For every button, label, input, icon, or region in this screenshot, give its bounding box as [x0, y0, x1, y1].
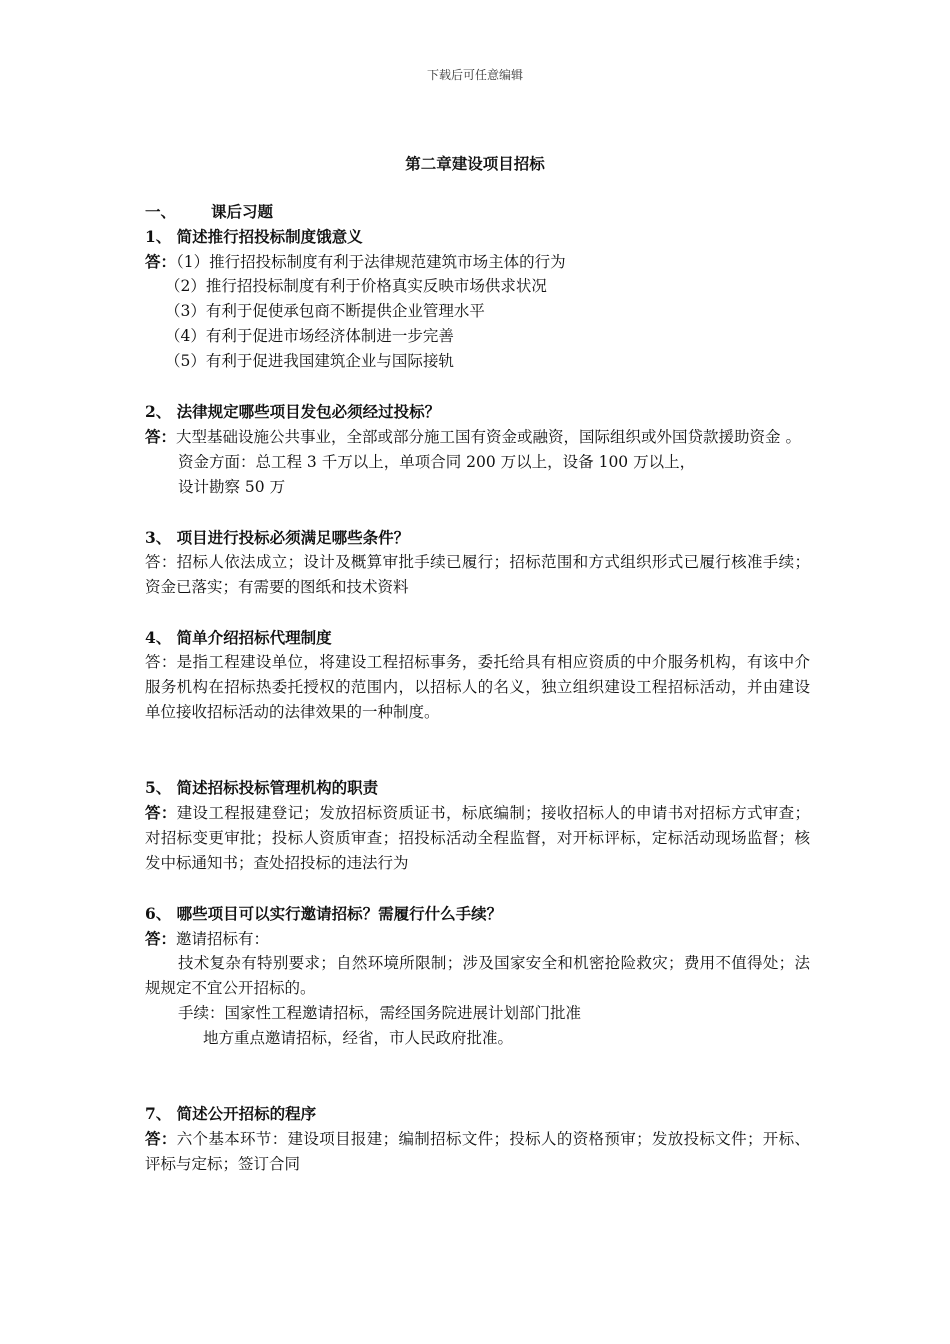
answer-1-item-4: （4）有利于促进市场经济体制进一步完善	[165, 327, 454, 345]
answer-6-procedure-2: 地方重点邀请招标，经省，市人民政府批准。	[203, 1029, 514, 1047]
question-5: 5、 简述招标投标管理机构的职责	[145, 778, 379, 797]
answer-2-detail-1: 资金方面：总工程 3 千万以上，单项合同 200 万以上，设备 100 万以上，	[178, 453, 696, 471]
answer-label: 答：	[145, 252, 177, 271]
document-body	[145, 199, 810, 1177]
answer-1-item-3: （3）有利于促使承包商不断提供企业管理水平	[165, 302, 485, 320]
answer-7	[145, 1126, 810, 1177]
answer-label: 答：	[145, 1129, 177, 1148]
header-note: 下载后可任意编辑	[426, 68, 523, 82]
section-label: 课后习题	[211, 202, 274, 221]
question-4: 4、 简单介绍招标代理制度	[145, 628, 332, 647]
question-7: 7、 简述公开招标的程序	[145, 1104, 317, 1123]
answer-1-item-2: （2）推行招投标制度有利于价格真实反映市场供求状况	[165, 277, 547, 295]
answer-6-intro-text: 邀请招标有：	[176, 930, 270, 948]
question-2: 2、 法律规定哪些项目发包必须经过投标？	[145, 402, 441, 421]
answer-2-text: 大型基础设施公共事业，全部或部分施工国有资金或融资，国际组织或外国贷款援助资金 。	[176, 428, 801, 446]
answer-5-text: 建设工程报建登记；发放招标资质证书，标底编制；接收招标人的申请书对招标方式审查；对招标变更审批；投标人资质审查；招投标活动全程监督，对开标评标，定标活动现场监督；核发中标通知书；查处招投标的违法行为	[145, 804, 810, 872]
answer-1-line-1	[145, 249, 810, 274]
question-6: 6、 哪些项目可以实行邀请招标？需履行什么手续？	[145, 904, 503, 923]
answer-5	[145, 800, 810, 876]
section-number: 一、	[145, 202, 177, 221]
question-3: 3、 项目进行投标必须满足哪些条件？	[145, 528, 410, 547]
answer-label: 答：	[145, 929, 177, 948]
question-1: 1、 简述推行招投标制度饿意义	[145, 227, 363, 246]
answer-6-procedure-1: 手续：国家性工程邀请招标，需经国务院进展计划部门批准	[178, 1004, 582, 1022]
page-title: 第二章建设项目招标	[405, 154, 545, 173]
answer-1-item-1: （1）推行招投标制度有利于法律规范建筑市场主体的行为	[176, 253, 566, 271]
answer-6-intro	[145, 926, 810, 951]
answer-7-text: 六个基本环节：建设项目报建；编制招标文件；投标人的资格预审；发放投标文件；开标、评标与定标；签订合同	[145, 1130, 810, 1173]
answer-1-item-5: （5）有利于促进我国建筑企业与国际接轨	[165, 352, 454, 370]
answer-6-conditions: 技术复杂有特别要求；自然环境所限制；涉及国家安全和机密抢险救灾；费用不值得处；法规规定不宜公开招标的。	[145, 954, 810, 997]
answer-2	[145, 424, 810, 450]
section-heading	[145, 199, 810, 224]
answer-3: 答：招标人依法成立；设计及概算审批手续已履行；招标范围和方式组织形式已履行核准手续；资金已落实；有需要的图纸和技术资料	[145, 553, 810, 596]
answer-label: 答：	[145, 803, 177, 822]
answer-4: 答：是指工程建设单位，将建设工程招标事务，委托给具有相应资质的中介服务机构，有该中介服务机构在招标热委托授权的范围内，以招标人的名义，独立组织建设工程招标活动，并由建设单位接收招标活动的法律效果的一种制度。	[145, 653, 810, 721]
answer-label: 答：	[145, 427, 177, 446]
answer-2-detail-2: 设计勘察 50 万	[178, 478, 286, 496]
